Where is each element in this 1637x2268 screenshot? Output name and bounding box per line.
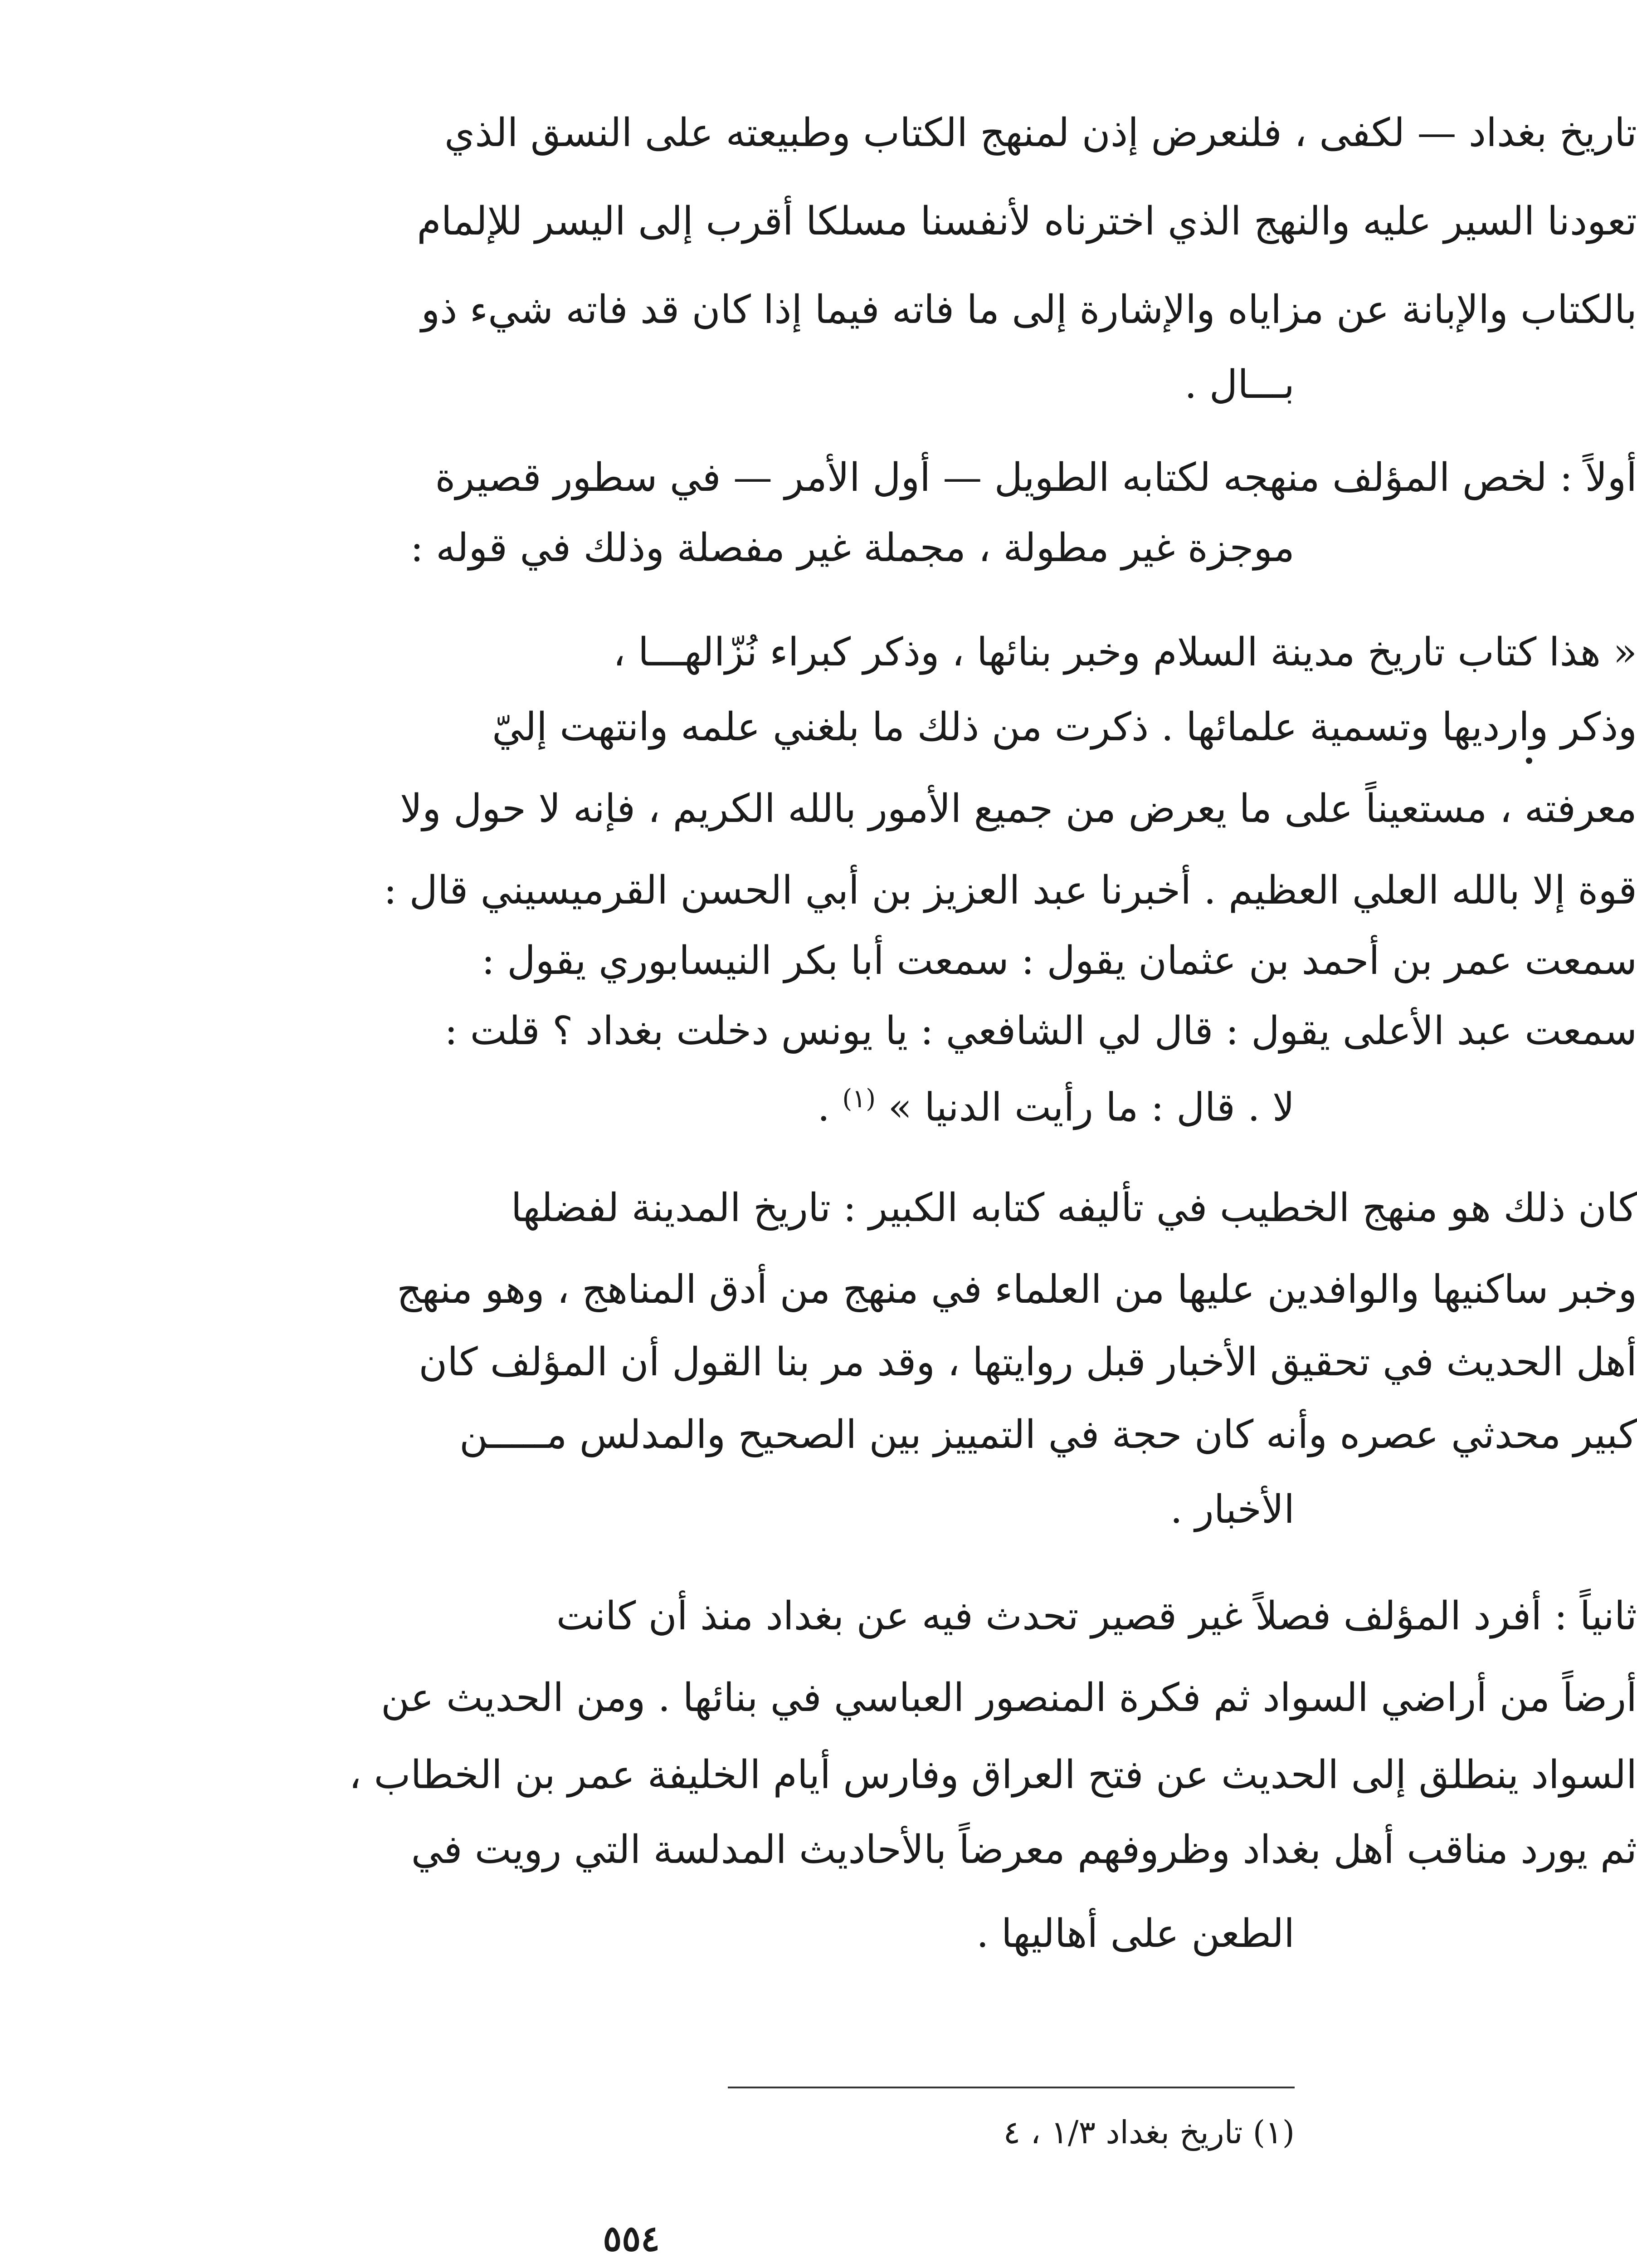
text-line: كان ذلك هو منهج الخطيب في تأليفه كتابه الكبير : تاريخ المدينة لفضلها (511, 1185, 1637, 1231)
text-line: موجزة غير مطولة ، مجملة غير مفصلة وذلك في قوله : (410, 525, 1295, 571)
text-line: أرضاً من أراضي السواد ثم فكرة المنصور العباسي في بنائها . ومن الحديث عن (380, 1675, 1637, 1721)
text-line: ثم يورد مناقب أهل بغداد وظروفهم معرضاً بالأحاديث المدلسة التي رويت في (411, 1827, 1637, 1872)
text-line: تاريخ بغداد — لكفى ، فلنعرض إذن لمنهج الكتاب وطبيعته على النسق الذي (444, 110, 1637, 156)
quote-last-text: لا . قال : ما رأيت الدنيا » (888, 1085, 1295, 1130)
footnote-divider (728, 2087, 1295, 2088)
quote-line (817, 1084, 1295, 1130)
text-line: وخبر ساكنيها والوافدين عليها من العلماء في منهج من أدق المناهج ، وهو منهج (396, 1267, 1637, 1312)
text-line: أولاً : لخص المؤلف منهجه لكتابه الطويل — أول الأمر — في سطور قصيرة (435, 455, 1637, 500)
scan-speck (1526, 758, 1532, 764)
text-line: أهل الحديث في تحقيق الأخبار قبل روايتها ، وقد مر بنا القول أن المؤلف كان (419, 1339, 1637, 1385)
footnote-reference: (١) (842, 1084, 876, 1114)
quote-line: « هذا كتاب تاريخ مدينة السلام وخبر بنائها ، وذكر كبراء نُزّالهـــا ، (613, 630, 1637, 675)
period: . (817, 1085, 830, 1130)
page-number: ٥٥٤ (603, 2218, 660, 2259)
text-line: ثانياً : أفرد المؤلف فصلاً غير قصير تحدث فيه عن بغداد منذ أن كانت (556, 1593, 1637, 1639)
text-line: بالكتاب والإبانة عن مزاياه والإشارة إلى ما فاته فيما إذا كان قد فاته شيء ذو (421, 287, 1637, 332)
quote-line: سمعت عبد الأعلى يقول : قال لي الشافعي : يا يونس دخلت بغداد ؟ قلت : (444, 1008, 1637, 1054)
footnote: (١) تاريخ بغداد ١/٣ ، ٤ (1003, 2114, 1295, 2151)
text-line: كبير محدثي عصره وأنه كان حجة في التمييز بين الصحيح والمدلس مـــــن (459, 1412, 1637, 1457)
quote-line: قوة إلا بالله العلي العظيم . أخبرنا عبد العزيز بن أبي الحسن القرميسيني قال : (384, 868, 1637, 913)
text-line: تعودنا السير عليه والنهج الذي اخترناه لأنفسنا مسلكا أقرب إلى اليسر للإلمام (417, 199, 1637, 244)
text-line: الأخبار . (1170, 1487, 1295, 1532)
text-line: السواد ينطلق إلى الحديث عن فتح العراق وفارس أيام الخليفة عمر بن الخطاب ، (349, 1752, 1637, 1798)
text-line: بـــال . (1184, 362, 1295, 407)
text-line: الطعن على أهاليها . (976, 1911, 1295, 1956)
quote-line: معرفته ، مستعيناً على ما يعرض من جميع الأمور بالله الكريم ، فإنه لا حول ولا (400, 786, 1637, 831)
quote-line: سمعت عمر بن أحمد بن عثمان يقول : سمعت أبا بكر النيسابوري يقول : (481, 938, 1637, 983)
quote-line: وذكر وارديها وتسمية علمائها . ذكرت من ذلك ما بلغني علمه وانتهت إليّ (492, 704, 1637, 750)
